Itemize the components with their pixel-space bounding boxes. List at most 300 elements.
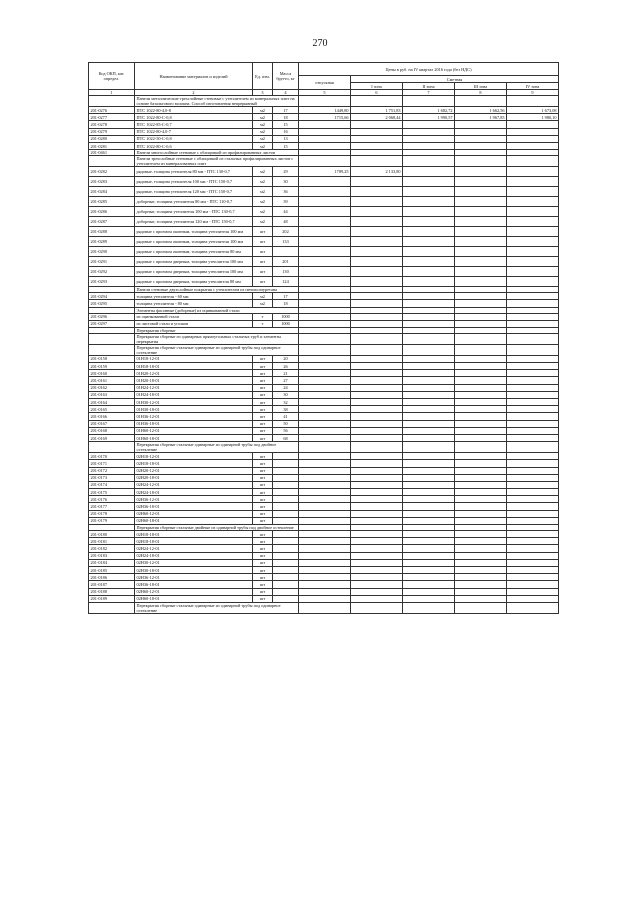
row-name: рядовые с проемом дверным, толщина утеплителя 100 мм xyxy=(135,267,253,277)
row-mass xyxy=(273,588,299,595)
row-unit: шт xyxy=(253,453,273,460)
row-name: 01Н60-18-01 xyxy=(135,434,253,441)
price-cell xyxy=(455,167,507,177)
price-cell xyxy=(507,227,559,237)
price-cell xyxy=(507,413,559,420)
price-cell xyxy=(455,595,507,602)
row-mass xyxy=(273,566,299,573)
row-name: 02Н60-12-01 xyxy=(135,510,253,517)
price-cell: 1 990,57 xyxy=(403,114,455,121)
price-cell xyxy=(403,420,455,427)
row-unit: шт xyxy=(253,399,273,406)
row-unit: м2 xyxy=(253,187,273,197)
price-cell xyxy=(351,377,403,384)
row-name: ПТС 1022-80-4,0-8 xyxy=(135,107,253,114)
price-cell xyxy=(507,420,559,427)
row-name: ПТС 1022-80-С-0,6 xyxy=(135,142,253,149)
section-title: Элементы фасонные (доборные) из оцинкованной стали xyxy=(135,307,299,313)
row-mass: 17 xyxy=(273,107,299,114)
price-cell xyxy=(403,481,455,488)
row-code: 201-0160 xyxy=(89,370,135,377)
row-mass: 68 xyxy=(273,434,299,441)
empty-cell xyxy=(507,156,559,167)
price-cell xyxy=(455,460,507,467)
table-row xyxy=(89,496,559,503)
empty-cell xyxy=(403,602,455,613)
price-cell xyxy=(507,142,559,149)
price-cell xyxy=(455,142,507,149)
row-mass xyxy=(273,581,299,588)
row-name: 01Н18-12-01 xyxy=(135,355,253,362)
table-row xyxy=(89,559,559,566)
empty-cell xyxy=(455,156,507,167)
row-mass: 44 xyxy=(273,207,299,217)
empty-cell xyxy=(351,344,403,355)
price-cell xyxy=(299,574,351,581)
price-cell xyxy=(455,517,507,524)
price-cell: 2 068,44 xyxy=(351,114,403,121)
price-cell xyxy=(351,370,403,377)
empty-cell xyxy=(351,442,403,453)
price-cell xyxy=(455,453,507,460)
price-cell xyxy=(351,489,403,496)
price-cell xyxy=(299,267,351,277)
price-cell xyxy=(403,588,455,595)
price-cell xyxy=(351,277,403,287)
price-cell xyxy=(455,370,507,377)
price-cell xyxy=(299,363,351,370)
row-code: 201-0164 xyxy=(89,399,135,406)
row-name: 02Н30-12-01 xyxy=(135,559,253,566)
row-name: ПТС 1022-80-4,0-7 xyxy=(135,128,253,135)
price-cell xyxy=(403,434,455,441)
price-cell xyxy=(351,595,403,602)
price-cell xyxy=(507,300,559,307)
row-unit: шт xyxy=(253,496,273,503)
price-cell xyxy=(351,538,403,545)
price-cell xyxy=(403,257,455,267)
row-name: ПТС 1022-80-С-0,8 xyxy=(135,114,253,121)
row-name: рядовые с проемом дверным, толщина утеплителя 100 мм xyxy=(135,257,253,267)
row-code: 201-0174 xyxy=(89,481,135,488)
row-mass xyxy=(273,574,299,581)
row-unit: шт xyxy=(253,406,273,413)
row-mass xyxy=(273,496,299,503)
price-cell xyxy=(403,128,455,135)
row-code: 201-0166 xyxy=(89,413,135,420)
header-estimate: Сметная xyxy=(351,76,559,83)
row-unit: м2 xyxy=(253,142,273,149)
price-cell xyxy=(299,581,351,588)
colnum: 1 xyxy=(89,90,135,96)
price-cell xyxy=(299,517,351,524)
price-cell xyxy=(507,313,559,320)
row-code: 201-0161 xyxy=(89,377,135,384)
row-code: 201-0185 xyxy=(89,566,135,573)
row-code xyxy=(89,96,135,107)
table-body xyxy=(89,96,559,614)
price-cell xyxy=(351,481,403,488)
price-cell xyxy=(507,135,559,142)
empty-cell xyxy=(403,344,455,355)
row-code: 201-0163 xyxy=(89,391,135,398)
row-unit: шт xyxy=(253,434,273,441)
price-cell xyxy=(455,566,507,573)
row-mass: 56 xyxy=(273,427,299,434)
price-cell xyxy=(455,293,507,300)
empty-cell xyxy=(507,442,559,453)
table-row xyxy=(89,595,559,602)
row-name: 02Н24-12-01 xyxy=(135,545,253,552)
row-unit: шт xyxy=(253,517,273,524)
row-mass: 130 xyxy=(273,267,299,277)
row-code: 201-0288 xyxy=(89,227,135,237)
price-cell xyxy=(403,538,455,545)
row-name: 02Н20-12-01 xyxy=(135,467,253,474)
price-cell xyxy=(299,588,351,595)
price-cell xyxy=(403,531,455,538)
row-name: 01Н20-18-01 xyxy=(135,377,253,384)
row-code: 201-0171 xyxy=(89,460,135,467)
table-row xyxy=(89,581,559,588)
row-code: 201-0158 xyxy=(89,355,135,362)
price-cell xyxy=(455,538,507,545)
table-row xyxy=(89,460,559,467)
row-name: рядовые с проемом оконным, толщина утеплителя 100 мм xyxy=(135,237,253,247)
table-row xyxy=(89,467,559,474)
table-row xyxy=(89,420,559,427)
row-unit: шт xyxy=(253,363,273,370)
row-mass: 13 xyxy=(273,135,299,142)
price-cell xyxy=(403,503,455,510)
table-row xyxy=(89,503,559,510)
row-code xyxy=(89,602,135,613)
table-header xyxy=(89,63,559,96)
price-cell xyxy=(351,391,403,398)
price-cell xyxy=(403,510,455,517)
price-cell xyxy=(299,460,351,467)
price-cell: 1 751,83 xyxy=(351,107,403,114)
empty-cell xyxy=(351,602,403,613)
price-cell xyxy=(351,384,403,391)
row-name: толщина утеплителя - 60 мм xyxy=(135,293,253,300)
price-cell xyxy=(299,207,351,217)
price-cell xyxy=(455,531,507,538)
price-cell xyxy=(455,135,507,142)
row-unit: шт xyxy=(253,247,273,257)
price-cell xyxy=(507,207,559,217)
header-name: Наименование материалов и изделий xyxy=(135,63,253,90)
price-cell xyxy=(403,167,455,177)
price-cell xyxy=(403,413,455,420)
price-cell: 2 133,80 xyxy=(351,167,403,177)
row-unit: шт xyxy=(253,559,273,566)
row-unit: шт xyxy=(253,510,273,517)
row-mass: 133 xyxy=(273,237,299,247)
price-cell xyxy=(299,277,351,287)
row-unit: шт xyxy=(253,277,273,287)
price-cell xyxy=(351,545,403,552)
price-cell xyxy=(455,574,507,581)
empty-cell xyxy=(403,442,455,453)
row-mass xyxy=(273,481,299,488)
header-zone-1: I зона xyxy=(351,83,403,90)
price-cell xyxy=(351,434,403,441)
price-cell xyxy=(403,474,455,481)
row-unit: шт xyxy=(253,581,273,588)
empty-cell xyxy=(403,333,455,344)
price-cell xyxy=(351,267,403,277)
row-name: ПТС 1022-85-С-0,7 xyxy=(135,121,253,128)
row-name: доборные, толщина утеплителя 80 мм - ПТС 110-0,7 xyxy=(135,197,253,207)
row-unit: шт xyxy=(253,545,273,552)
price-cell xyxy=(507,595,559,602)
empty-cell xyxy=(351,333,403,344)
price-cell xyxy=(507,177,559,187)
price-cell xyxy=(455,128,507,135)
row-unit: шт xyxy=(253,531,273,538)
table-row xyxy=(89,574,559,581)
price-cell xyxy=(403,121,455,128)
row-mass: 24 xyxy=(273,384,299,391)
table-row xyxy=(89,531,559,538)
table-row xyxy=(89,320,559,327)
price-cell xyxy=(403,467,455,474)
price-cell xyxy=(455,177,507,187)
row-unit: шт xyxy=(253,413,273,420)
row-unit: шт xyxy=(253,227,273,237)
price-cell xyxy=(455,197,507,207)
row-unit: т xyxy=(253,320,273,327)
price-cell xyxy=(507,531,559,538)
price-cell xyxy=(507,399,559,406)
price-cell xyxy=(351,247,403,257)
price-cell xyxy=(351,496,403,503)
price-cell xyxy=(507,581,559,588)
row-unit: шт xyxy=(253,503,273,510)
empty-cell xyxy=(455,602,507,613)
row-unit: шт xyxy=(253,566,273,573)
row-mass xyxy=(273,460,299,467)
row-code: 201-0179 xyxy=(89,517,135,524)
row-unit: м2 xyxy=(253,177,273,187)
price-cell xyxy=(403,399,455,406)
price-cell xyxy=(403,217,455,227)
price-cell xyxy=(403,427,455,434)
price-cell xyxy=(507,474,559,481)
empty-cell xyxy=(351,156,403,167)
table-row xyxy=(89,399,559,406)
price-cell xyxy=(351,237,403,247)
price-cell xyxy=(403,574,455,581)
price-cell xyxy=(507,489,559,496)
row-name: рядовые, толщина утеплителя 80 мм - ПТС 130-0,7 xyxy=(135,167,253,177)
price-cell xyxy=(455,257,507,267)
price-cell xyxy=(507,434,559,441)
price-cell xyxy=(299,370,351,377)
price-cell xyxy=(455,391,507,398)
row-unit: м2 xyxy=(253,167,273,177)
table-row xyxy=(89,197,559,207)
price-cell xyxy=(351,207,403,217)
empty-cell xyxy=(299,602,351,613)
row-mass: 48 xyxy=(273,217,299,227)
price-cell xyxy=(299,510,351,517)
row-code: 201-0165 xyxy=(89,406,135,413)
empty-cell xyxy=(403,96,455,107)
price-cell xyxy=(351,187,403,197)
price-cell xyxy=(299,496,351,503)
row-code: 201-0184 xyxy=(89,559,135,566)
price-cell xyxy=(351,427,403,434)
price-cell xyxy=(299,177,351,187)
price-cell xyxy=(351,399,403,406)
row-code: 201-0285 xyxy=(89,197,135,207)
row-unit: шт xyxy=(253,588,273,595)
row-mass xyxy=(273,545,299,552)
row-code: 201-0291 xyxy=(89,257,135,267)
section-title: Перекрытия сборные из одинарных прямоугольных стальных труб и элементы перекрытия xyxy=(135,333,299,344)
row-code: 201-0279 xyxy=(89,128,135,135)
section-header-row xyxy=(89,602,559,613)
price-cell xyxy=(507,377,559,384)
price-cell xyxy=(403,135,455,142)
colnum: 2 xyxy=(135,90,253,96)
price-cell xyxy=(403,581,455,588)
table-row xyxy=(89,538,559,545)
price-cell xyxy=(455,481,507,488)
row-unit: шт xyxy=(253,481,273,488)
row-unit: шт xyxy=(253,427,273,434)
row-name: 02Н24-18-01 xyxy=(135,552,253,559)
row-code: 201-0173 xyxy=(89,474,135,481)
row-name: доборные, толщина утеплителя 100 мм - ПТС 130-0,7 xyxy=(135,207,253,217)
row-unit: м2 xyxy=(253,207,273,217)
row-name: 02Н18-18-01 xyxy=(135,538,253,545)
row-code: 201-0292 xyxy=(89,267,135,277)
row-name: 01Н30-18-01 xyxy=(135,406,253,413)
empty-cell xyxy=(403,156,455,167)
price-cell xyxy=(299,377,351,384)
row-code: 201-0167 xyxy=(89,420,135,427)
row-name: 02Н24-12-01 xyxy=(135,481,253,488)
price-cell xyxy=(299,481,351,488)
header-unit: Ед. изм. xyxy=(253,63,273,90)
table-row xyxy=(89,237,559,247)
price-cell xyxy=(507,503,559,510)
price-cell: 1789,25 xyxy=(299,167,351,177)
price-cell xyxy=(299,128,351,135)
price-cell xyxy=(351,420,403,427)
price-cell: 1715,66 xyxy=(299,114,351,121)
row-name: 02Н36-12-01 xyxy=(135,496,253,503)
empty-cell xyxy=(507,602,559,613)
section-title: Перекрытия сборные стальные одинарные из одинарной трубы под двойное остекление xyxy=(135,442,299,453)
row-mass: 26 xyxy=(273,363,299,370)
row-code: 201-0289 xyxy=(89,237,135,247)
row-mass: 30 xyxy=(273,177,299,187)
price-cell xyxy=(403,559,455,566)
row-name: 02Н30-18-01 xyxy=(135,566,253,573)
row-mass: 30 xyxy=(273,391,299,398)
row-unit: шт xyxy=(253,538,273,545)
price-cell xyxy=(403,313,455,320)
price-cell: 1 980,10 xyxy=(507,114,559,121)
row-name: 01Н24-12-01 xyxy=(135,384,253,391)
row-code: 201-0162 xyxy=(89,384,135,391)
price-cell xyxy=(507,517,559,524)
table-row xyxy=(89,227,559,237)
price-cell xyxy=(455,237,507,247)
price-cell xyxy=(351,517,403,524)
table-row xyxy=(89,217,559,227)
row-unit: м2 xyxy=(253,300,273,307)
price-cell xyxy=(507,467,559,474)
price-cell xyxy=(351,581,403,588)
price-cell xyxy=(507,267,559,277)
price-cell xyxy=(299,489,351,496)
price-cell xyxy=(455,313,507,320)
price-cell xyxy=(507,406,559,413)
row-name: рядовые с проемом оконным, толщина утеплителя 100 мм xyxy=(135,227,253,237)
row-code: 201-0175 xyxy=(89,489,135,496)
price-cell xyxy=(351,135,403,142)
row-mass: 50 xyxy=(273,420,299,427)
price-cell xyxy=(299,413,351,420)
table-row xyxy=(89,489,559,496)
price-cell: 1 682,72 xyxy=(403,107,455,114)
price-cell xyxy=(455,581,507,588)
table-row xyxy=(89,453,559,460)
section-title: Перекрытия сборные стальные одинарные из одинарной трубы под одинарное остекление xyxy=(135,344,299,355)
price-cell xyxy=(455,399,507,406)
price-cell xyxy=(455,434,507,441)
price-cell xyxy=(299,434,351,441)
row-mass: 32 xyxy=(273,399,299,406)
price-cell xyxy=(351,227,403,237)
table-row xyxy=(89,247,559,257)
row-name: 02Н36-18-01 xyxy=(135,503,253,510)
price-cell xyxy=(455,247,507,257)
price-cell xyxy=(455,420,507,427)
table-row xyxy=(89,257,559,267)
price-cell xyxy=(455,267,507,277)
price-cell xyxy=(507,167,559,177)
price-cell xyxy=(507,427,559,434)
price-cell xyxy=(351,197,403,207)
price-cell: 1 662,56 xyxy=(455,107,507,114)
row-mass: 21 xyxy=(273,370,299,377)
row-unit: т xyxy=(253,313,273,320)
price-cell xyxy=(299,531,351,538)
row-unit: м2 xyxy=(253,128,273,135)
empty-cell xyxy=(299,156,351,167)
price-cell xyxy=(403,517,455,524)
price-cell xyxy=(455,503,507,510)
price-cell xyxy=(351,406,403,413)
header-zone-4: IV зона xyxy=(507,83,559,90)
row-mass: 39 xyxy=(273,197,299,207)
table-row xyxy=(89,167,559,177)
row-name: 01Н30-12-01 xyxy=(135,399,253,406)
price-cell xyxy=(299,384,351,391)
row-unit: шт xyxy=(253,257,273,267)
price-cell xyxy=(351,128,403,135)
section-title: Панели металлические трехслойные стеновые с утеплителем из минеральных плит на основе базальтового волокна. Способ изготовления непрерывный xyxy=(135,96,299,107)
price-cell xyxy=(507,552,559,559)
row-name: 02Н18-18-01 xyxy=(135,531,253,538)
price-cell xyxy=(299,503,351,510)
